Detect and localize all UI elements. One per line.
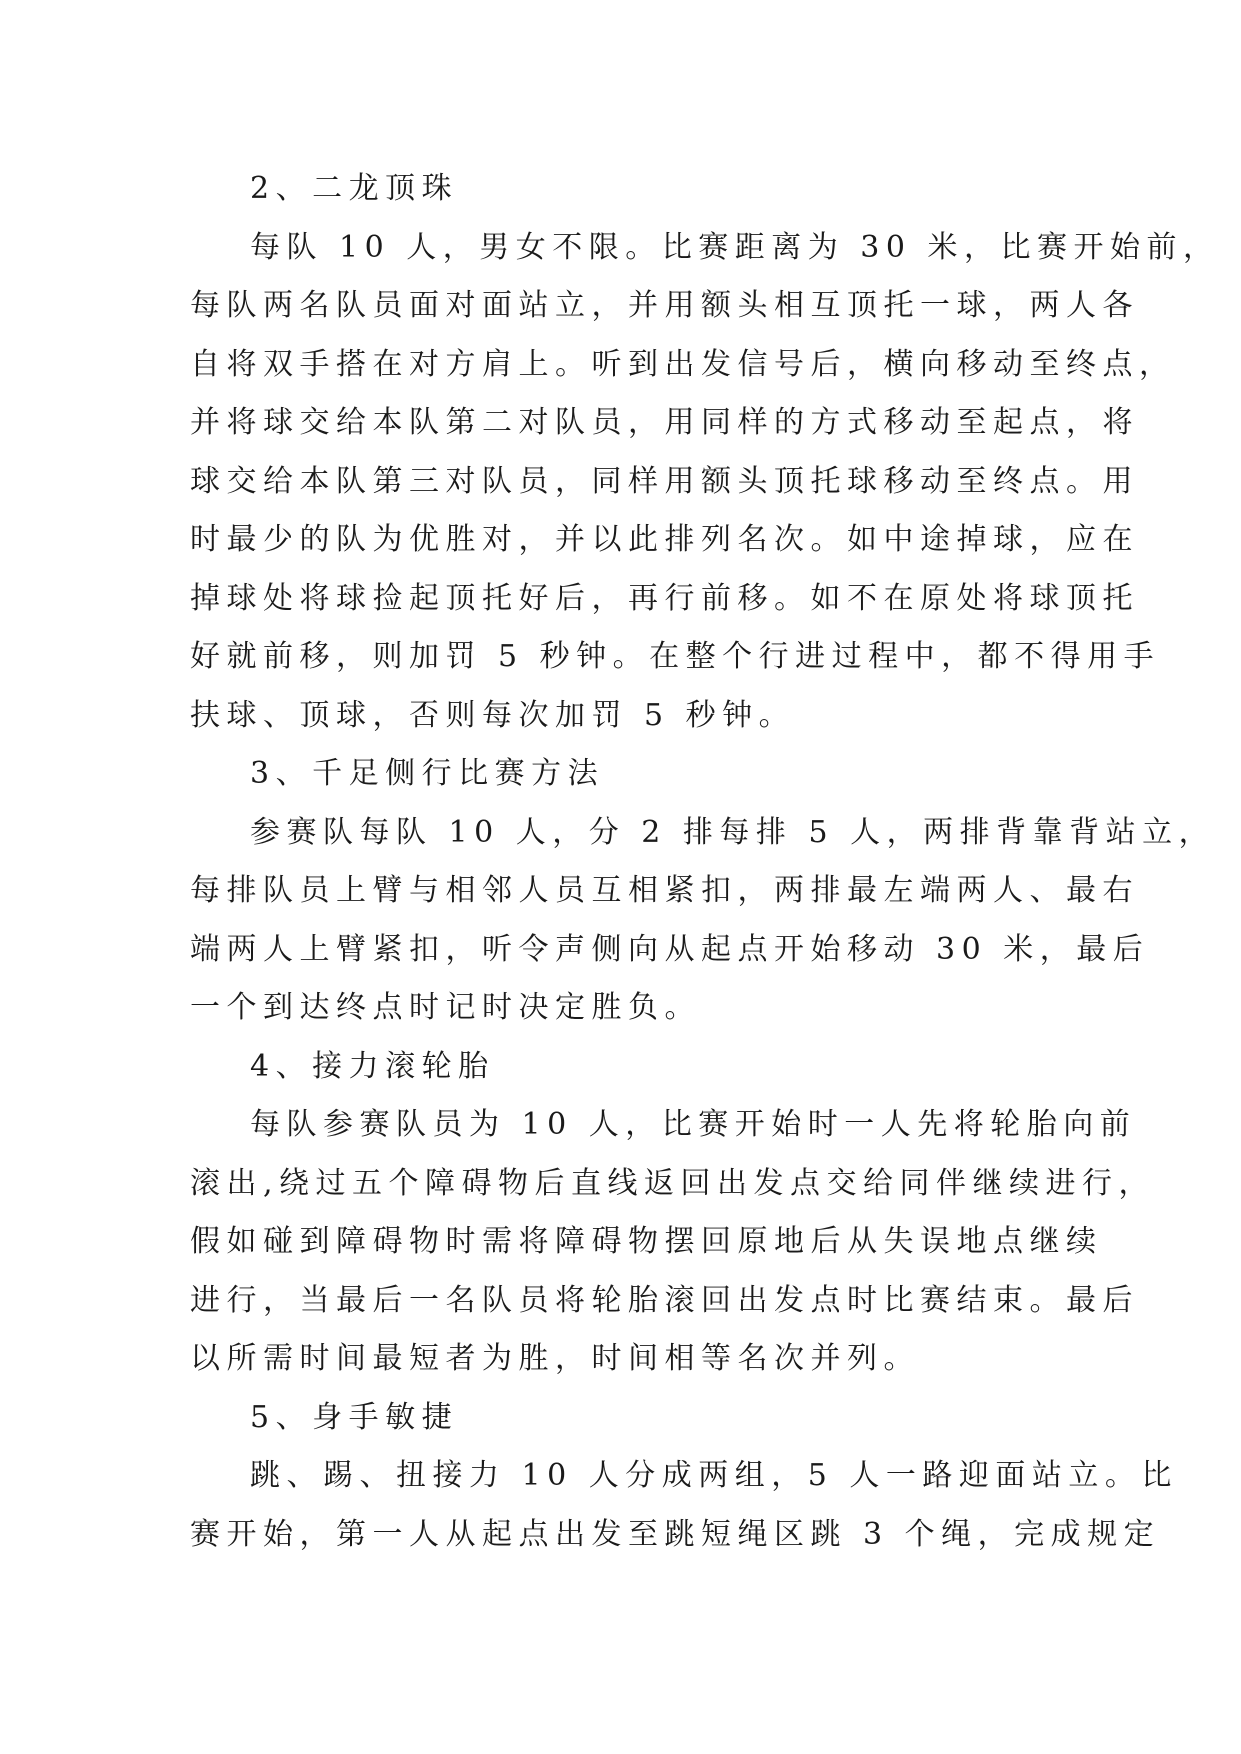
text-line: 一个到达终点时记时决定胜负。 <box>190 990 701 1025</box>
text-line: 自将双手搭在对方肩上。听到出发信号后，横向移动至终点， <box>190 346 1176 382</box>
text-line: 参赛队每队 10 人，分 2 排每排 5 人，两排背靠背站立， <box>250 814 1216 850</box>
text-line: 每排队员上臂与相邻人员互相紧扣，两排最左端两人、最右 <box>190 873 1139 908</box>
text-line: 进行，当最后一名队员将轮胎滚回出发点时比赛结束。最后 <box>190 1282 1139 1318</box>
text-line: 滚出,绕过五个障碍物后直线返回出发点交给同伴继续进行， <box>190 1165 1156 1201</box>
text-line: 每队两名队员面对面站立，并用额头相互顶托一球，两人各 <box>190 288 1139 323</box>
section-heading: 3、千足侧行比赛方法 <box>250 756 605 791</box>
text-line: 跳、踢、扭接力 10 人分成两组，5 人一路迎面站立。比 <box>250 1458 1178 1493</box>
text-line: 端两人上臂紧扣，听令声侧向从起点开始移动 30 米，最后 <box>190 931 1150 967</box>
section-heading: 2、二龙顶珠 <box>250 171 459 206</box>
text-line: 赛开始，第一人从起点出发至跳短绳区跳 3 个绳，完成规定 <box>190 1516 1161 1552</box>
text-line: 时最少的队为优胜对，并以此排列名次。如中途掉球，应在 <box>190 522 1139 557</box>
document-page <box>190 160 1220 1564</box>
section-heading: 4、接力滚轮胎 <box>250 1048 495 1084</box>
text-line: 好就前移，则加罚 5 秒钟。在整个行进过程中，都不得用手 <box>190 639 1161 674</box>
text-line: 球交给本队第三对队员，同样用额头顶托球移动至终点。用 <box>190 463 1139 499</box>
text-line: 以所需时间最短者为胜，时间相等名次并列。 <box>190 1341 920 1376</box>
section-heading: 5、身手敏捷 <box>250 1399 459 1435</box>
text-line: 每队参赛队员为 10 人，比赛开始时一人先将轮胎向前 <box>250 1107 1137 1142</box>
text-line: 掉球处将球捡起顶托好后，再行前移。如不在原处将球顶托 <box>190 580 1139 616</box>
text-line: 每队 10 人，男女不限。比赛距离为 30 米，比赛开始前， <box>250 229 1220 265</box>
text-line: 假如碰到障碍物时需将障碍物摆回原地后从失误地点继续 <box>190 1224 1103 1259</box>
text-line: 扶球、顶球，否则每次加罚 5 秒钟。 <box>190 697 796 733</box>
text-line: 并将球交给本队第二对队员，用同样的方式移动至起点，将 <box>190 405 1139 440</box>
